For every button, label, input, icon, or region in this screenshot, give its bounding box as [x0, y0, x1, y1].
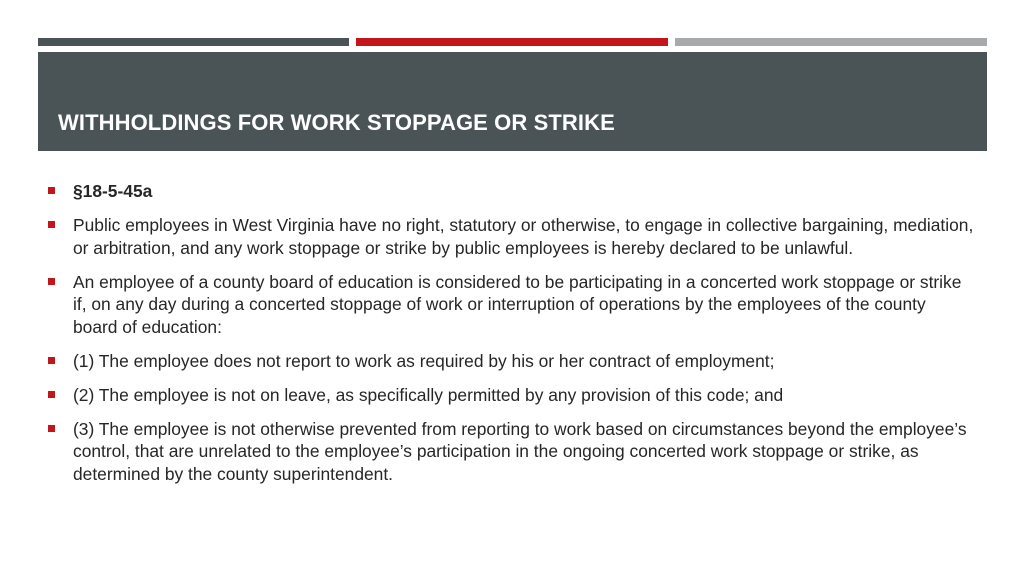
bullet-item-section: [44, 180, 974, 203]
bullet-item-condition-2: [44, 384, 974, 407]
bullet-item-no-right: [44, 214, 974, 259]
decorative-bar-red: [356, 38, 668, 46]
bullet-item-definition: [44, 271, 974, 339]
square-bullet-icon: [48, 187, 55, 194]
square-bullet-icon: [48, 221, 55, 228]
slide-title: WITHHOLDINGS FOR WORK STOPPAGE OR STRIKE: [58, 110, 615, 135]
bullet-item-condition-1: [44, 350, 974, 373]
bullet-text: Public employees in West Virginia have no right, statutory or otherwise, to engage in collective bargaining, mediation, or arbitration, and any work stoppage or strike by public employees is hereby declared to be unlawful.: [73, 215, 974, 258]
bullet-list: [44, 180, 974, 485]
bullet-text: An employee of a county board of education is considered to be participating in a concerted work stoppage or strike if, on any day during a concerted stoppage of work or interruption of operations by the employees of the county board of education:: [73, 271, 962, 337]
decorative-bar-gray: [675, 38, 987, 46]
bullet-text: §18-5-45a: [73, 181, 153, 201]
square-bullet-icon: [48, 391, 55, 398]
bullet-text: (1) The employee does not report to work as required by his or her contract of employment;: [73, 350, 775, 371]
bullet-item-condition-3: [44, 418, 974, 486]
bullet-text: (3) The employee is not otherwise prevented from reporting to work based on circumstances beyond the employee’s control, that are unrelated to the employee’s participation in the ongoing concerted work stoppage or strike, as determined by the county superintendent.: [73, 418, 967, 484]
square-bullet-icon: [48, 425, 55, 432]
square-bullet-icon: [48, 278, 55, 285]
slide-content: [44, 180, 974, 497]
bullet-text: (2) The employee is not on leave, as specifically permitted by any provision of this code; and: [73, 384, 784, 405]
square-bullet-icon: [48, 357, 55, 364]
title-band: [38, 52, 987, 151]
decorative-bar-dark: [38, 38, 349, 46]
